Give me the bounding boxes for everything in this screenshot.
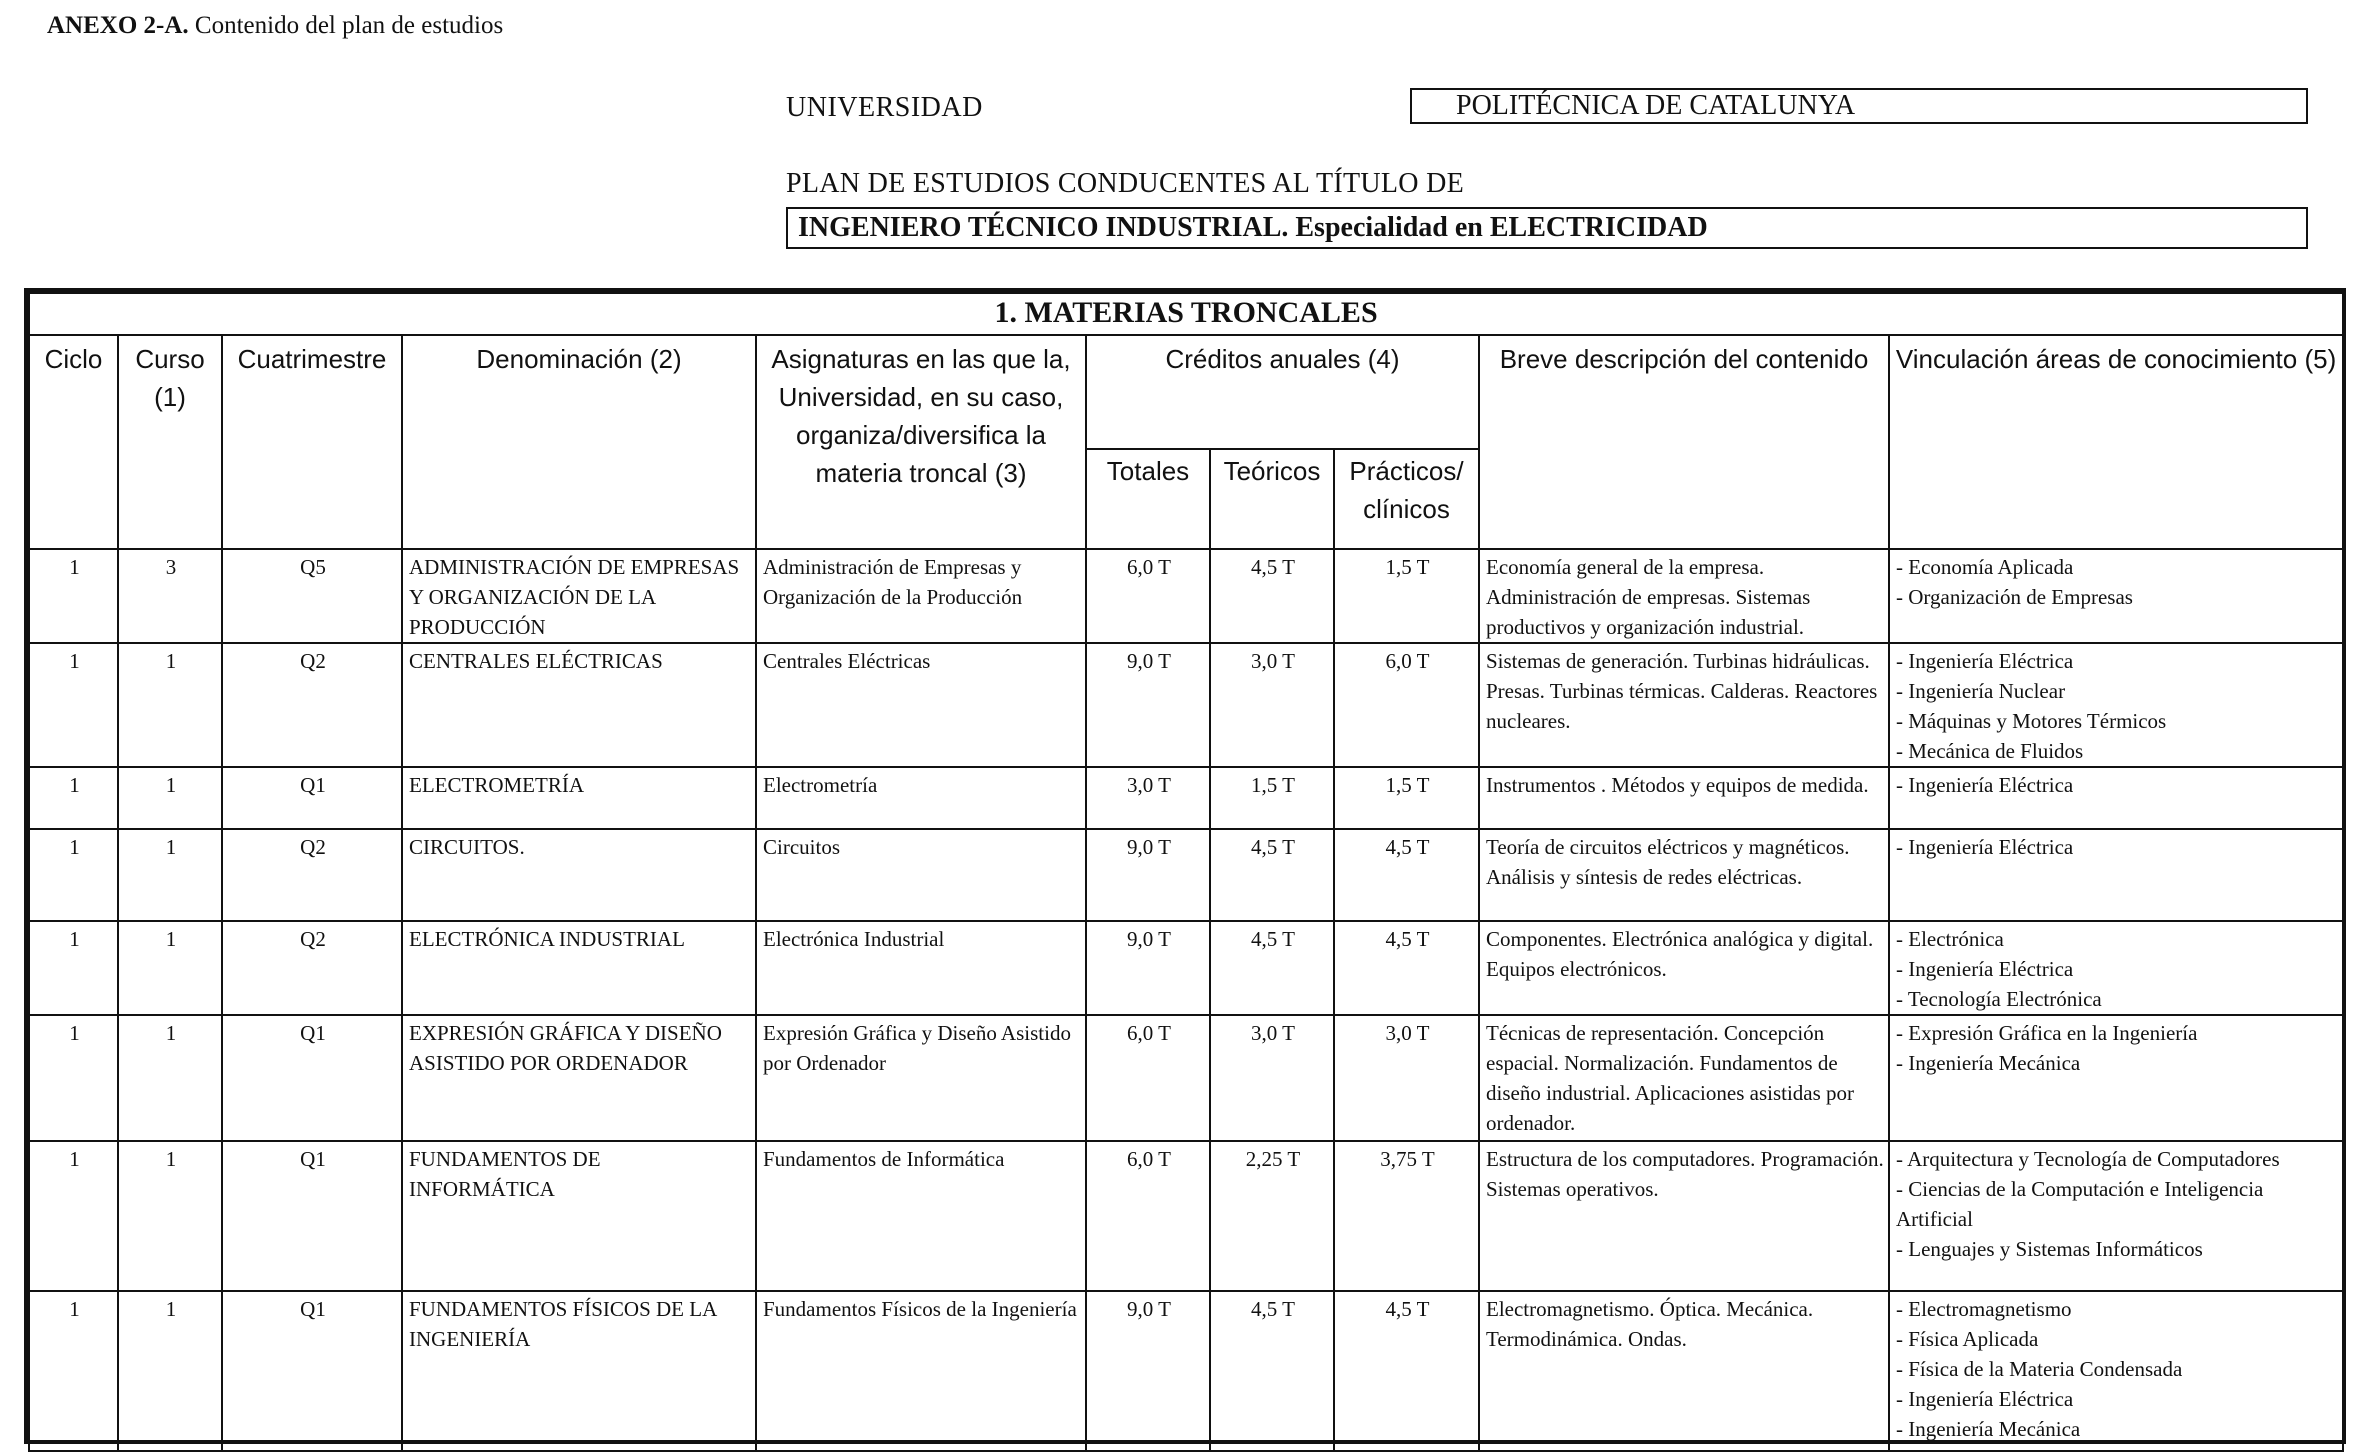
- cell-teoricos: 4,5 T: [1210, 1291, 1334, 1451]
- cell-totales: 3,0 T: [1086, 767, 1210, 829]
- table-row: [29, 549, 2343, 643]
- cell-descripcion: Componentes. Electrónica analógica y digital. Equipos electrónicos.: [1479, 921, 1889, 1015]
- area-item: - Ingeniería Eléctrica: [1896, 1387, 2074, 1411]
- cell-descripcion: Economía general de la empresa. Administración de empresas. Sistemas productivos y organización industrial.: [1479, 549, 1889, 643]
- cell-asignaturas: Centrales Eléctricas: [756, 643, 1086, 767]
- area-item: - Mecánica de Fluidos: [1896, 739, 2084, 763]
- table-row: [29, 921, 2343, 1015]
- cell-denominacion: ADMINISTRACIÓN DE EMPRESAS Y ORGANIZACIÓN DE LA PRODUCCIÓN: [402, 549, 756, 643]
- cell-asignaturas: Circuitos: [756, 829, 1086, 921]
- header-totales: Totales: [1086, 449, 1210, 549]
- cell-descripcion: Instrumentos . Métodos y equipos de medida.: [1479, 767, 1889, 829]
- cell-denominacion: CENTRALES ELÉCTRICAS: [402, 643, 756, 767]
- table-row: [29, 1291, 2343, 1451]
- cell-areas: [1889, 1015, 2343, 1141]
- cell-practicos: 4,5 T: [1334, 921, 1479, 1015]
- cell-teoricos: 4,5 T: [1210, 829, 1334, 921]
- cell-areas: [1889, 767, 2343, 829]
- cell-asignaturas: Electrónica Industrial: [756, 921, 1086, 1015]
- cell-asignaturas: Fundamentos Físicos de la Ingeniería: [756, 1291, 1086, 1451]
- header-curso: Curso (1): [118, 335, 222, 549]
- cell-areas: [1889, 921, 2343, 1015]
- area-item: - Ingeniería Eléctrica: [1896, 649, 2074, 673]
- area-item: - Ingeniería Eléctrica: [1896, 835, 2074, 859]
- cell-asignaturas: Fundamentos de Informática: [756, 1141, 1086, 1291]
- table-body: [29, 549, 2343, 1451]
- cell-teoricos: 2,25 T: [1210, 1141, 1334, 1291]
- area-item: - Economía Aplicada: [1896, 555, 2074, 579]
- cell-descripcion: Teoría de circuitos eléctricos y magnéticos. Análisis y síntesis de redes eléctricas.: [1479, 829, 1889, 921]
- cell-ciclo: 1: [29, 921, 118, 1015]
- cell-totales: 6,0 T: [1086, 1141, 1210, 1291]
- area-item: - Ingeniería Mecánica: [1896, 1417, 2081, 1441]
- cell-areas: [1889, 829, 2343, 921]
- table-row: [29, 1015, 2343, 1141]
- cell-cuatrimestre: Q1: [222, 1141, 402, 1291]
- area-item: - Electrónica: [1896, 927, 2004, 951]
- cell-ciclo: 1: [29, 1291, 118, 1451]
- cell-teoricos: 4,5 T: [1210, 549, 1334, 643]
- cell-practicos: 1,5 T: [1334, 767, 1479, 829]
- university-label: UNIVERSIDAD: [786, 92, 983, 123]
- degree-title: INGENIERO TÉCNICO INDUSTRIAL. Especialidad en ELECTRICIDAD: [786, 207, 2308, 249]
- header-ciclo: Ciclo: [29, 335, 118, 549]
- cell-teoricos: 3,0 T: [1210, 643, 1334, 767]
- cell-curso: 3: [118, 549, 222, 643]
- cell-descripcion: Estructura de los computadores. Programación. Sistemas operativos.: [1479, 1141, 1889, 1291]
- table-row: [29, 829, 2343, 921]
- cell-cuatrimestre: Q1: [222, 767, 402, 829]
- cell-asignaturas: Administración de Empresas y Organización de la Producción: [756, 549, 1086, 643]
- area-item: - Ingeniería Mecánica: [1896, 1051, 2081, 1075]
- cell-descripcion: Electromagnetismo. Óptica. Mecánica. Termodinámica. Ondas.: [1479, 1291, 1889, 1451]
- cell-descripcion: Técnicas de representación. Concepción espacial. Normalización. Fundamentos de diseño industrial. Aplicaciones asistidas por ordenador.: [1479, 1015, 1889, 1141]
- area-item: - Ciencias de la Computación e Inteligencia Artificial: [1896, 1177, 2264, 1231]
- cell-cuatrimestre: Q2: [222, 921, 402, 1015]
- cell-practicos: 4,5 T: [1334, 1291, 1479, 1451]
- header-denominacion: Denominación (2): [402, 335, 756, 549]
- cell-areas: [1889, 1141, 2343, 1291]
- table-row: [29, 1141, 2343, 1291]
- plan-label: PLAN DE ESTUDIOS CONDUCENTES AL TÍTULO DE: [786, 168, 1465, 199]
- area-item: - Física de la Materia Condensada: [1896, 1357, 2183, 1381]
- cell-denominacion: ELECTRÓNICA INDUSTRIAL: [402, 921, 756, 1015]
- cell-curso: 1: [118, 643, 222, 767]
- cell-ciclo: 1: [29, 1141, 118, 1291]
- cell-areas: [1889, 549, 2343, 643]
- area-item: - Ingeniería Nuclear: [1896, 679, 2066, 703]
- cell-ciclo: 1: [29, 549, 118, 643]
- section-title: 1. MATERIAS TRONCALES: [29, 293, 2343, 335]
- cell-ciclo: 1: [29, 767, 118, 829]
- cell-cuatrimestre: Q2: [222, 829, 402, 921]
- annex-label: ANEXO 2-A.: [47, 12, 189, 39]
- header-creditos: Créditos anuales (4): [1086, 335, 1479, 449]
- header-cuatrimestre: Cuatrimestre: [222, 335, 402, 549]
- university-name: POLITÉCNICA DE CATALUNYA: [1410, 88, 2308, 124]
- area-item: - Electromagnetismo: [1896, 1297, 2072, 1321]
- area-item: - Arquitectura y Tecnología de Computadores: [1896, 1147, 2280, 1171]
- table-row: [29, 767, 2343, 829]
- cell-practicos: 1,5 T: [1334, 549, 1479, 643]
- header-asignaturas: Asignaturas en las que la, Universidad, en su caso, organiza/diversifica la materia troncal (3): [756, 335, 1086, 549]
- materias-table: [24, 288, 2346, 1444]
- annex-text: Contenido del plan de estudios: [188, 12, 504, 39]
- cell-curso: 1: [118, 921, 222, 1015]
- area-item: - Organización de Empresas: [1896, 585, 2133, 609]
- cell-descripcion: Sistemas de generación. Turbinas hidráulicas. Presas. Turbinas térmicas. Calderas. Reactores nucleares.: [1479, 643, 1889, 767]
- area-item: - Máquinas y Motores Térmicos: [1896, 709, 2167, 733]
- cell-practicos: 3,75 T: [1334, 1141, 1479, 1291]
- header-practicos: Prácticos/ clínicos: [1334, 449, 1479, 549]
- cell-practicos: 6,0 T: [1334, 643, 1479, 767]
- header-vinculacion: Vinculación áreas de conocimiento (5): [1889, 335, 2343, 549]
- cell-asignaturas: Expresión Gráfica y Diseño Asistido por Ordenador: [756, 1015, 1086, 1141]
- cell-denominacion: FUNDAMENTOS DE INFORMÁTICA: [402, 1141, 756, 1291]
- cell-totales: 6,0 T: [1086, 549, 1210, 643]
- cell-curso: 1: [118, 1015, 222, 1141]
- cell-areas: [1889, 1291, 2343, 1451]
- cell-areas: [1889, 643, 2343, 767]
- cell-curso: 1: [118, 1141, 222, 1291]
- cell-totales: 9,0 T: [1086, 921, 1210, 1015]
- cell-curso: 1: [118, 1291, 222, 1451]
- header-teoricos: Teóricos: [1210, 449, 1334, 549]
- annex-heading: [47, 12, 503, 40]
- cell-cuatrimestre: Q5: [222, 549, 402, 643]
- cell-practicos: 3,0 T: [1334, 1015, 1479, 1141]
- cell-denominacion: ELECTROMETRÍA: [402, 767, 756, 829]
- cell-curso: 1: [118, 829, 222, 921]
- area-item: - Ingeniería Eléctrica: [1896, 957, 2074, 981]
- cell-ciclo: 1: [29, 643, 118, 767]
- area-item: - Física Aplicada: [1896, 1327, 2039, 1351]
- area-item: - Lenguajes y Sistemas Informáticos: [1896, 1237, 2203, 1261]
- cell-ciclo: 1: [29, 829, 118, 921]
- cell-denominacion: FUNDAMENTOS FÍSICOS DE LA INGENIERÍA: [402, 1291, 756, 1451]
- cell-denominacion: EXPRESIÓN GRÁFICA Y DISEÑO ASISTIDO POR ORDENADOR: [402, 1015, 756, 1141]
- cell-totales: 9,0 T: [1086, 829, 1210, 921]
- cell-totales: 9,0 T: [1086, 643, 1210, 767]
- cell-asignaturas: Electrometría: [756, 767, 1086, 829]
- cell-cuatrimestre: Q1: [222, 1291, 402, 1451]
- area-item: - Expresión Gráfica en la Ingeniería: [1896, 1021, 2198, 1045]
- table-row: [29, 643, 2343, 767]
- cell-teoricos: 4,5 T: [1210, 921, 1334, 1015]
- area-item: - Ingeniería Eléctrica: [1896, 773, 2074, 797]
- area-item: - Tecnología Electrónica: [1896, 987, 2102, 1011]
- header-descripcion: Breve descripción del contenido: [1479, 335, 1889, 549]
- cell-cuatrimestre: Q1: [222, 1015, 402, 1141]
- cell-ciclo: 1: [29, 1015, 118, 1141]
- cell-denominacion: CIRCUITOS.: [402, 829, 756, 921]
- cell-teoricos: 1,5 T: [1210, 767, 1334, 829]
- cell-totales: 9,0 T: [1086, 1291, 1210, 1451]
- cell-cuatrimestre: Q2: [222, 643, 402, 767]
- cell-totales: 6,0 T: [1086, 1015, 1210, 1141]
- cell-practicos: 4,5 T: [1334, 829, 1479, 921]
- cell-teoricos: 3,0 T: [1210, 1015, 1334, 1141]
- cell-curso: 1: [118, 767, 222, 829]
